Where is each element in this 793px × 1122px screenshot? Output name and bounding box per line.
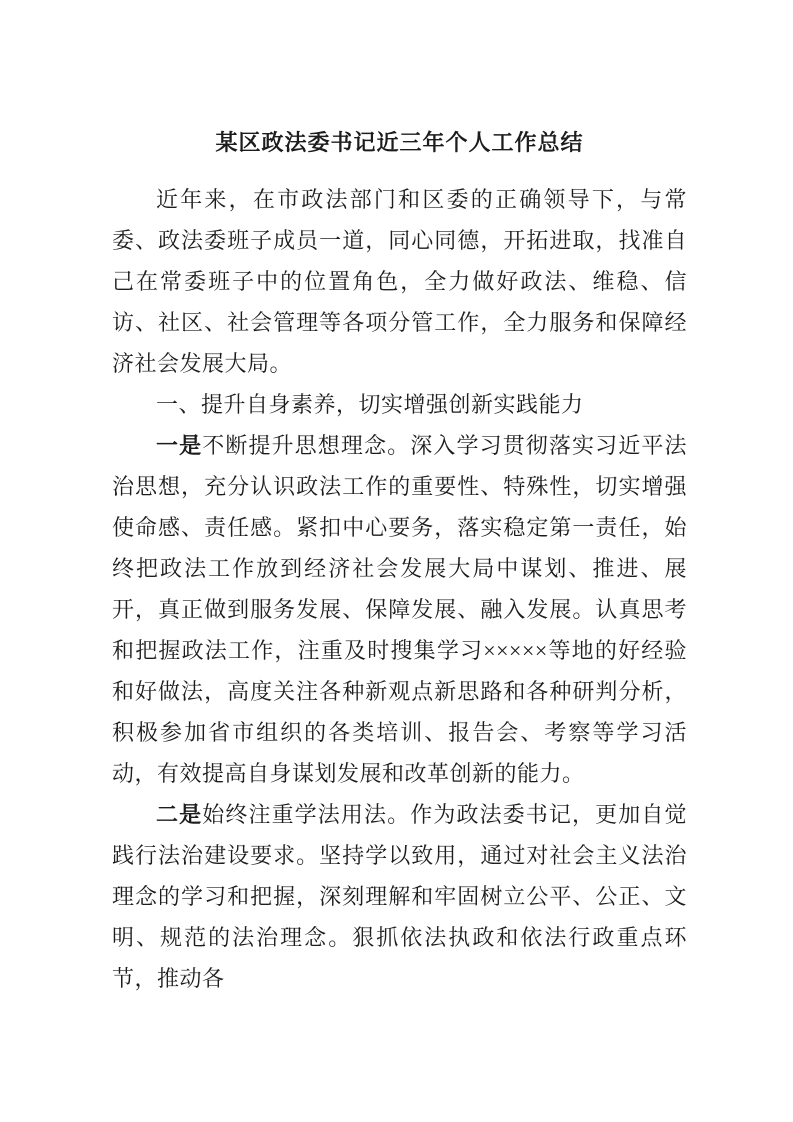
paragraph-lead-bold: 二是: [156, 802, 203, 827]
paragraph-text: 始终注重学法用法。作为政法委书记，更加自觉践行法治建设要求。坚持学以致用，通过对社会主义法治理念的学习和把握，深刻理解和牢固树立公平、公正、文明、规范的法治理念。狠抓依法执政和依法行政重点环节，推动各: [112, 802, 687, 991]
document-content: [112, 122, 687, 999]
paragraph-point-1: [112, 425, 687, 794]
paragraph-text: 不断提升思想理念。深入学习贯彻落实习近平法治思想，充分认识政法工作的重要性、特殊性，切实增强使命感、责任感。紧扣中心要务，落实稳定第一责任，始终把政法工作放到经济社会发展大局中谋划、推进、展开，真正做到服务发展、保障发展、融入发展。认真思考和把握政法工作，注重及时搜集学习×××××等地的好经验和好做法，高度关注各种新观点新思路和各种研判分析，积极参加省市组织的各类培训、报告会、考察等学习活动，有效提高自身谋划发展和改革创新的能力。: [112, 433, 687, 786]
paragraph-text: 近年来，在市政法部门和区委的正确领导下，与常委、政法委班子成员一道，同心同德，开拓进取，找准自己在常委班子中的位置角色，全力做好政法、维稳、信访、社区、社会管理等各项分管工作，全力服务和保障经济社会发展大局。: [112, 187, 687, 376]
section-heading-1: [112, 384, 687, 425]
section-heading-text: 一、提升自身素养，切实增强创新实践能力: [156, 392, 584, 417]
paragraph-point-2: [112, 794, 687, 999]
document-title: 某区政法委书记近三年个人工作总结: [215, 130, 584, 155]
paragraph-lead-bold: 一是: [156, 433, 203, 458]
paragraph-intro: [112, 179, 687, 384]
